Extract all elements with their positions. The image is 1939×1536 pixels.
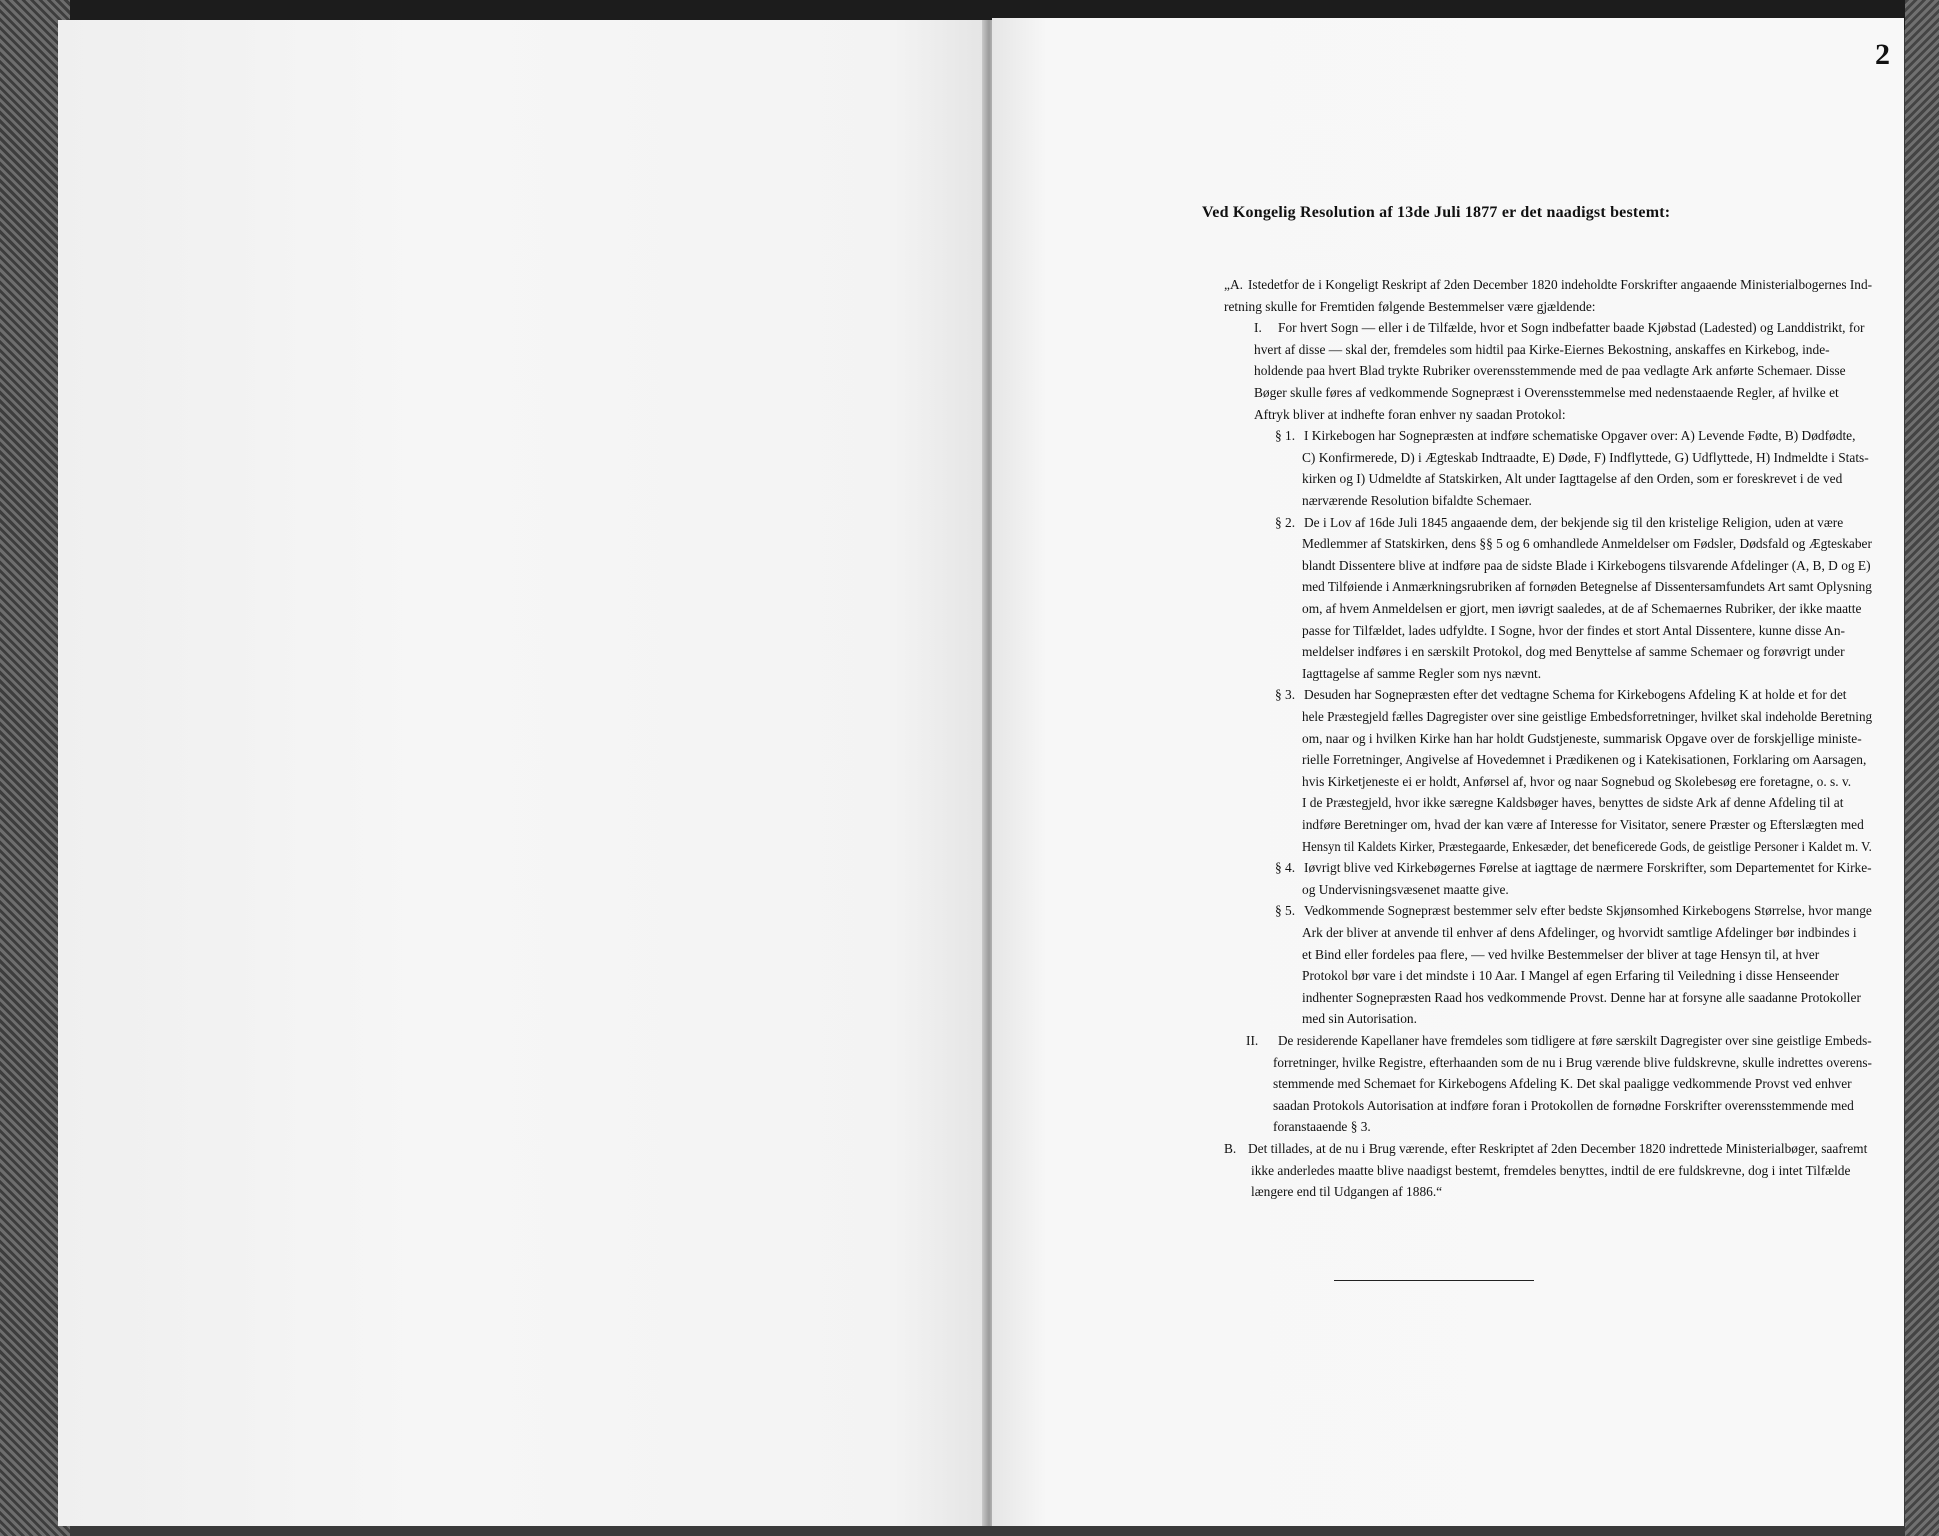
section-b-line: længere end til Udgangen af 1886.“	[1251, 1184, 1443, 1200]
section-ii-line: forretninger, hvilke Registre, efterhaanden som de nu i Brug værende blive fuldskrevne, skulle indrettes overens-	[1273, 1054, 1872, 1070]
paragraph-5-line: Vedkommende Sognepræst bestemmer selv efter bedste Skjønsomhed Kirkebogens Størrelse, hvor mange	[1304, 903, 1872, 919]
paragraph-5-line: indhenter Sognepræsten Raad hos vedkommende Provst. Denne har at forsyne alle saadanne Protokoller	[1302, 989, 1861, 1005]
paragraph-5-line: Ark der bliver at anvende til enhver af dens Afdelinger, og hvorvidt samtlige Afdelinger bør indbindes i	[1302, 925, 1857, 940]
paragraph-3-line: indføre Beretninger om, hvad der kan være af Interesse for Visitator, senere Præster og Efterslægten med	[1302, 817, 1864, 832]
paragraph-5-line: med sin Autorisation.	[1302, 1011, 1417, 1027]
resolution-text	[992, 18, 1904, 1526]
section-ii-line: stemmende med Schemaet for Kirkebogens Afdeling K. Det skal paaligge vedkommende Provst ved enhver	[1273, 1076, 1852, 1092]
paragraph-2-line: meldelser indføres i en særskilt Protokol, dog med Benyttelse af samme Schemaer og forøvrigt under	[1302, 644, 1845, 660]
paragraph-2-line: med Tilføiende i Anmærkningsrubriken af fornøden Betegnelse af Dissentersamfundets Art samt Oplysning	[1302, 579, 1872, 595]
paragraph-3-label: § 3.	[1275, 687, 1296, 703]
paragraph-5-line: et Bind eller fordeles paa flere, — ved hvilke Bestemmelser der bliver at tage Hensyn til, at hver	[1302, 946, 1820, 962]
paragraph-4-label: § 4.	[1275, 860, 1296, 876]
section-i-line: Aftryk bliver at indhefte foran enhver ny saadan Protokol:	[1254, 406, 1566, 422]
paragraph-1-label: § 1.	[1275, 428, 1296, 444]
left-page-blank	[58, 20, 989, 1526]
book-cover-right-edge	[1905, 0, 1939, 1536]
paragraph-2-line: Iagttagelse af samme Regler som nys nævnt.	[1302, 665, 1542, 681]
paragraph-1-line: kirken og I) Udmeldte af Statskirken, Alt under Iagttagelse af den Orden, som er foreskrevet i de ved	[1302, 471, 1843, 487]
paragraph-4-line: Iøvrigt blive ved Kirkebøgernes Førelse at iagttage de nærmere Forskrifter, som Departementet for Kirke-	[1304, 860, 1872, 876]
page-title: Ved Kongelig Resolution af 13de Juli 1877 er det naadigst bestemt:	[1202, 204, 1671, 221]
right-page	[992, 18, 1904, 1526]
paragraph-2-line: om, af hvem Anmeldelsen er gjort, men iøvrigt saaledes, at de af Schemaernes Rubriker, der ikke maatte	[1302, 601, 1862, 616]
section-ii-line: saadan Protokols Autorisation at indføre foran i Protokollen de fornødne Forskrifter overensstemmende med	[1273, 1097, 1854, 1113]
section-ii-label: II.	[1246, 1033, 1259, 1048]
paragraph-2-label: § 2.	[1275, 514, 1296, 530]
paragraph-4-line: og Undervisningsvæsenet maatte give.	[1302, 881, 1509, 897]
paragraph-2-line: Medlemmer af Statskirken, dens §§ 5 og 6 omhandlede Anmeldelser om Fødsler, Dødsfald og Ægteskaber	[1302, 536, 1872, 552]
paragraph-2-line: passe for Tilfældet, lades udfyldte. I Sogne, hvor der findes et stort Antal Dissentere, kunne disse An-	[1302, 622, 1845, 638]
section-i-line: Bøger skulle føres af vedkommende Sognepræst i Overensstemmelse med nedenstaaende Regler, af hvilke et	[1254, 385, 1839, 400]
section-i-line: hvert af disse — skal der, fremdeles som hidtil paa Kirke-Eiernes Bekostning, anskaffes en Kirkebog, inde-	[1254, 341, 1830, 357]
section-b-label: B.	[1224, 1141, 1237, 1156]
paragraph-3-line: om, naar og i hvilken Kirke han har holdt Gudstjeneste, summarisk Opgave over de forskjellige ministe-	[1302, 730, 1862, 746]
section-a-label: „A.	[1224, 277, 1243, 292]
section-b-line: ikke anderledes maatte blive naadigst bestemt, fremdeles benyttes, indtil de ere fuldskrevne, dog i intet Tilfælde	[1251, 1162, 1851, 1178]
paragraph-3-line: Desuden har Sognepræsten efter det vedtagne Schema for Kirkebogens Afdeling K at holde et for det	[1304, 687, 1847, 703]
closing-rule	[1334, 1280, 1534, 1281]
paragraph-5-line: Protokol bør vare i det mindste i 10 Aar. I Mangel af egen Erfaring til Veiledning i disse Henseender	[1302, 968, 1840, 984]
section-ii-line: foranstaaende § 3.	[1273, 1119, 1371, 1135]
paragraph-1-line: I Kirkebogen har Sognepræsten at indføre schematiske Opgaver over: A) Levende Fødte, B) Dødfødte,	[1304, 428, 1856, 444]
page-number: 2	[1875, 38, 1890, 71]
section-ii-line: De residerende Kapellaner have fremdeles som tidligere at føre særskilt Dagregister over sine geistlige Embeds-	[1278, 1033, 1872, 1048]
section-i-line: holdende paa hvert Blad trykte Rubriker overensstemmende med de paa vedlagte Ark anførte Schemaer. Disse	[1254, 363, 1846, 379]
paragraph-3-line: I de Præstegjeld, hvor ikke særegne Kaldsbøger haves, benyttes de sidste Ark af denne Afdeling til at	[1302, 795, 1844, 811]
section-i-line: For hvert Sogn — eller i de Tilfælde, hvor et Sogn indbefatter baade Kjøbstad (Ladested) og Landdistrikt, for	[1278, 320, 1865, 336]
paragraph-1-line: C) Konfirmerede, D) i Ægteskab Indtraadte, E) Døde, F) Indflyttede, G) Udflyttede, H) Indmeldte i Stats-	[1302, 449, 1869, 465]
paragraph-3-line: Hensyn til Kaldets Kirker, Præstegaarde, Enkesæder, det beneficerede Gods, de geistlige Personer i Kaldet m. V.	[1302, 838, 1872, 854]
paragraph-2-line: blandt Dissentere blive at indføre paa de sidste Blade i Kirkebogens tilsvarende Afdelinger (A, B, D og E)	[1302, 557, 1871, 573]
paragraph-3-line: hele Præstegjeld fælles Dagregister over sine geistlige Embedsforretninger, hvilket skal indeholde Beretning	[1302, 709, 1873, 724]
section-i-label: I.	[1254, 320, 1262, 336]
paragraph-3-line: rielle Forretninger, Angivelse af Hovedemnet i Prædikenen og i Katekisationen, Forklaring om Aarsagen,	[1302, 752, 1867, 768]
paragraph-3-line: hvis Kirketjeneste ei er holdt, Anførsel af, hvor og naar Sognebud og Skolebesøg ere foretagne, o. s. v.	[1302, 773, 1852, 789]
paragraph-1-line: nærværende Resolution bifaldte Schemaer.	[1302, 493, 1532, 508]
section-a-line: Istedetfor de i Kongeligt Reskript af 2den December 1820 indeholdte Forskrifter angaaende Ministerialbogernes Ind-	[1248, 277, 1873, 292]
section-a-line: retning skulle for Fremtiden følgende Bestemmelser være gjældende:	[1224, 298, 1596, 314]
paragraph-2-line: De i Lov af 16de Juli 1845 angaaende dem, der bekjende sig til den kristelige Religion, uden at være	[1304, 514, 1844, 530]
paragraph-5-label: § 5.	[1275, 903, 1296, 919]
section-b-line: Det tillades, at de nu i Brug værende, efter Reskriptet af 2den December 1820 indrettede Ministerialbøger, saafremt	[1248, 1141, 1868, 1156]
